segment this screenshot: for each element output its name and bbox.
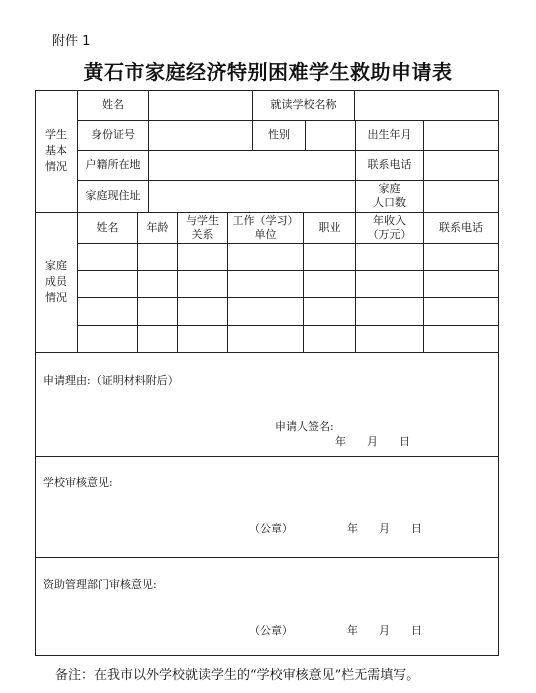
home-address-label: 家庭现住址 [85,189,141,202]
section-divider [35,557,499,558]
household-location-label: 户籍所在地 [85,158,141,171]
application-reason-label: 申请理由:（证明材料附后） [43,374,179,387]
id-number-field[interactable] [149,120,252,150]
id-number-label: 身份证号 [91,128,135,141]
section-divider [35,456,499,457]
family-col-income: 年收入 （万元） [367,213,412,241]
form-title: 黄石市家庭经济特别困难学生救助申请表 [83,60,453,84]
school-seal-label: （公章） [249,522,293,535]
phone-label: 联系电话 [367,158,412,171]
family-col-phone: 联系电话 [439,220,483,234]
school-field[interactable] [355,90,498,120]
household-location-field[interactable] [149,150,355,180]
school-review-date: 年 月 日 [347,522,422,535]
aid-review-date: 年 月 日 [347,624,422,637]
attachment-label: 附件 1 [52,34,91,49]
household-size-field[interactable] [424,180,498,212]
application-form-table [35,90,499,656]
student-basic-info-label: 学生 基本 情况 [45,128,67,173]
family-members-label: 家庭 成员 情况 [45,259,67,304]
school-review-label: 学校审核意见: [43,476,113,489]
table-border-right [498,90,499,656]
section-divider [35,352,499,353]
name-label: 姓名 [102,98,124,111]
footer-note: 备注：在我市以外学校就读学生的“学校审核意见”栏无需填写。 [55,668,420,683]
aid-seal-label: （公章） [249,624,293,637]
application-date: 年 月 日 [335,435,410,448]
row-divider [77,325,499,326]
school-label: 就读学校名称 [270,98,337,111]
gender-field[interactable] [306,120,355,150]
household-size-label: 家庭 人口数 [373,182,406,209]
row-divider [77,297,499,298]
phone-field[interactable] [424,150,498,180]
name-field[interactable] [149,90,252,120]
birth-date-field[interactable] [424,120,498,150]
aid-review-label: 资助管理部门审核意见: [43,578,157,591]
birth-date-label: 出生年月 [367,128,412,141]
home-address-field[interactable] [149,180,355,212]
family-col-age: 年龄 [146,220,169,234]
row-divider [77,270,499,271]
row-divider [77,243,499,244]
family-col-workplace: 工作（学习） 单位 [232,213,299,241]
family-col-occupation: 职业 [318,220,341,234]
family-col-relation: 与学生 关系 [186,213,219,241]
table-border-bottom [35,655,499,656]
applicant-signature-label: 申请人签名: [275,420,334,433]
gender-label: 性别 [268,128,290,141]
family-col-name: 姓名 [96,220,119,234]
